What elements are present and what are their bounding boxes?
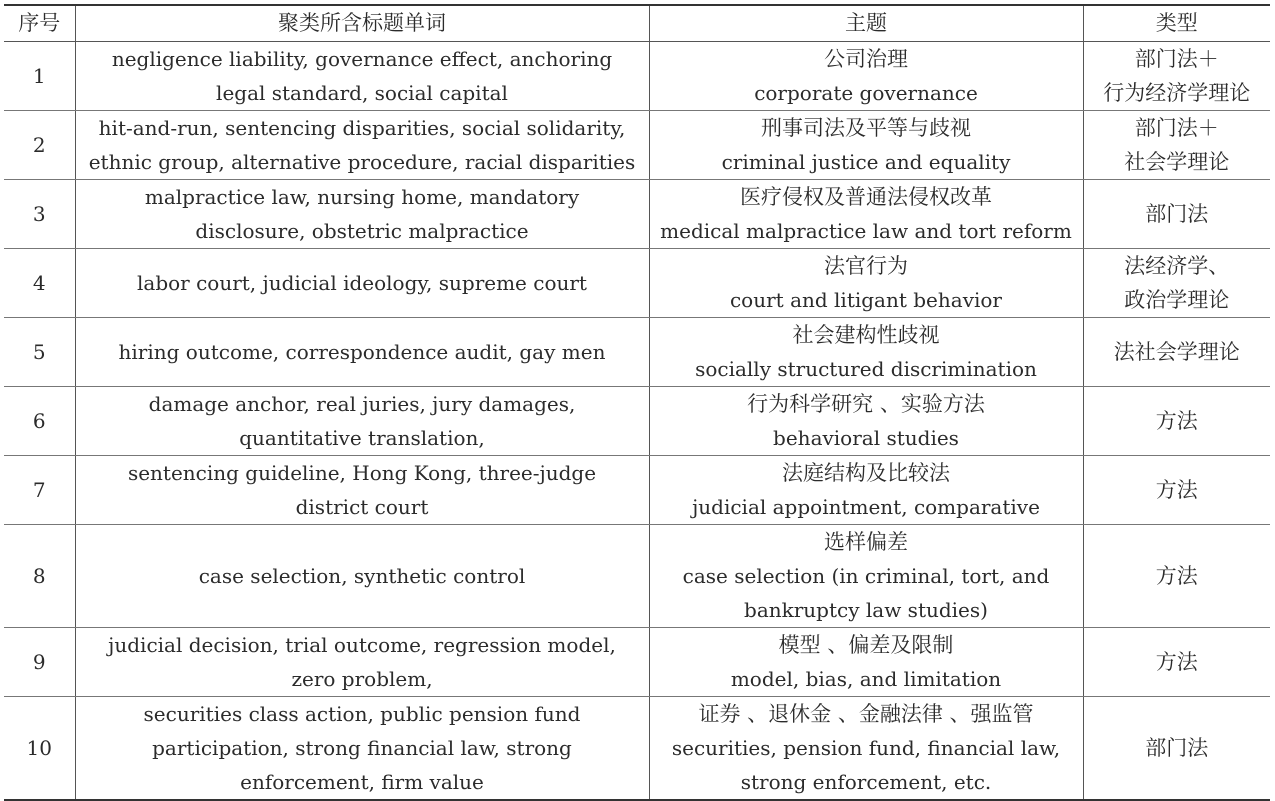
row-keywords bbox=[75, 248, 649, 317]
row-topic bbox=[649, 627, 1083, 696]
row-type bbox=[1083, 696, 1270, 800]
table-row bbox=[4, 248, 1270, 317]
row-index: 4 bbox=[4, 248, 75, 317]
row-index: 6 bbox=[4, 386, 75, 455]
table-row bbox=[4, 179, 1270, 248]
table-header-row bbox=[4, 5, 1270, 41]
keywords-line: legal standard, social capital bbox=[216, 80, 508, 105]
type-line: 法经济学、 bbox=[1124, 253, 1230, 278]
row-type bbox=[1083, 317, 1270, 386]
row-topic bbox=[649, 455, 1083, 524]
row-topic bbox=[649, 524, 1083, 627]
row-keywords bbox=[75, 386, 649, 455]
type-line: 政治学理论 bbox=[1124, 287, 1230, 312]
keywords-line: disclosure, obstetric malpractice bbox=[195, 218, 529, 243]
row-index: 7 bbox=[4, 455, 75, 524]
row-index: 9 bbox=[4, 627, 75, 696]
keywords-line: ethnic group, alternative procedure, racial disparities bbox=[88, 149, 636, 174]
type-line: 方法 bbox=[1155, 563, 1198, 588]
keywords-line: malpractice law, nursing home, mandatory bbox=[144, 184, 580, 209]
row-index: 1 bbox=[4, 41, 75, 110]
table-row bbox=[4, 110, 1270, 179]
row-index: 2 bbox=[4, 110, 75, 179]
topic-line: 选样偏差 bbox=[824, 529, 908, 554]
topic-line: 社会建构性歧视 bbox=[792, 322, 940, 347]
row-index: 8 bbox=[4, 524, 75, 627]
topic-line: judicial appointment, comparative bbox=[692, 494, 1040, 519]
keywords-line: quantitative translation, bbox=[239, 425, 485, 450]
header-index: 序号 bbox=[4, 5, 75, 41]
row-keywords bbox=[75, 455, 649, 524]
keywords-line: case selection, synthetic control bbox=[198, 563, 526, 588]
topic-line: securities, pension fund, financial law, bbox=[671, 735, 1061, 760]
row-topic bbox=[649, 386, 1083, 455]
keywords-line: hiring outcome, correspondence audit, gay men bbox=[118, 339, 606, 364]
cluster-topic-table bbox=[4, 4, 1270, 801]
row-type bbox=[1083, 524, 1270, 627]
row-type bbox=[1083, 386, 1270, 455]
row-type bbox=[1083, 627, 1270, 696]
keywords-line: enforcement, firm value bbox=[240, 769, 484, 794]
topic-line: 公司治理 bbox=[824, 46, 908, 71]
type-line: 部门法 bbox=[1145, 201, 1209, 226]
topic-line: bankruptcy law studies) bbox=[744, 597, 988, 622]
topic-line: 行为科学研究 、实验方法 bbox=[747, 391, 985, 416]
type-line: 方法 bbox=[1155, 477, 1198, 502]
row-index: 10 bbox=[4, 696, 75, 800]
keywords-line: district court bbox=[295, 494, 429, 519]
row-type bbox=[1083, 41, 1270, 110]
type-line: 方法 bbox=[1155, 649, 1198, 674]
table-row bbox=[4, 524, 1270, 627]
table-row bbox=[4, 386, 1270, 455]
row-topic bbox=[649, 179, 1083, 248]
topic-line: socially structured discrimination bbox=[695, 356, 1037, 381]
topic-line: 刑事司法及平等与歧视 bbox=[761, 115, 971, 140]
topic-line: 法庭结构及比较法 bbox=[782, 460, 950, 485]
row-type bbox=[1083, 455, 1270, 524]
topic-line: medical malpractice law and tort reform bbox=[660, 218, 1072, 243]
row-type bbox=[1083, 110, 1270, 179]
row-keywords bbox=[75, 41, 649, 110]
row-keywords bbox=[75, 524, 649, 627]
header-type: 类型 bbox=[1083, 5, 1270, 41]
type-line: 部门法 bbox=[1145, 735, 1209, 760]
keywords-line: labor court, judicial ideology, supreme court bbox=[137, 270, 587, 295]
topic-line: case selection (in criminal, tort, and bbox=[682, 563, 1050, 588]
type-line: 法社会学理论 bbox=[1113, 339, 1240, 364]
topic-line: corporate governance bbox=[754, 80, 978, 105]
topic-line: 法官行为 bbox=[824, 253, 908, 278]
table-row bbox=[4, 317, 1270, 386]
row-keywords bbox=[75, 179, 649, 248]
topic-line: behavioral studies bbox=[773, 425, 959, 450]
table-row bbox=[4, 627, 1270, 696]
table-row bbox=[4, 455, 1270, 524]
topic-line: 证券 、退休金 、金融法律 、强监管 bbox=[698, 701, 1034, 726]
row-topic bbox=[649, 110, 1083, 179]
keywords-line: damage anchor, real juries, jury damages, bbox=[148, 391, 576, 416]
row-type bbox=[1083, 248, 1270, 317]
topic-line: 医疗侵权及普通法侵权改革 bbox=[740, 184, 992, 209]
header-keywords: 聚类所含标题单词 bbox=[75, 5, 649, 41]
keywords-line: sentencing guideline, Hong Kong, three-judge bbox=[127, 460, 597, 485]
table-row bbox=[4, 41, 1270, 110]
row-index: 3 bbox=[4, 179, 75, 248]
type-line: 社会学理论 bbox=[1124, 149, 1230, 174]
row-topic bbox=[649, 317, 1083, 386]
keywords-line: judicial decision, trial outcome, regression model, bbox=[108, 632, 616, 657]
type-line: 部门法＋ bbox=[1134, 46, 1219, 71]
type-line: 部门法＋ bbox=[1134, 115, 1219, 140]
row-index: 5 bbox=[4, 317, 75, 386]
keywords-line: hit-and-run, sentencing disparities, social solidarity, bbox=[98, 115, 626, 140]
type-line: 行为经济学理论 bbox=[1103, 80, 1251, 105]
keywords-line: securities class action, public pension fund bbox=[143, 701, 581, 726]
table-row bbox=[4, 696, 1270, 800]
keywords-line: zero problem, bbox=[291, 666, 433, 691]
row-type bbox=[1083, 179, 1270, 248]
topic-line: model, bias, and limitation bbox=[730, 666, 1002, 691]
row-topic bbox=[649, 41, 1083, 110]
row-topic bbox=[649, 248, 1083, 317]
row-keywords bbox=[75, 627, 649, 696]
keywords-line: participation, strong financial law, strong bbox=[152, 735, 572, 760]
keywords-line: negligence liability, governance effect, anchoring bbox=[111, 46, 613, 71]
topic-line: 模型 、偏差及限制 bbox=[778, 632, 954, 657]
row-keywords bbox=[75, 317, 649, 386]
row-keywords bbox=[75, 696, 649, 800]
topic-line: criminal justice and equality bbox=[721, 149, 1011, 174]
row-topic bbox=[649, 696, 1083, 800]
row-keywords bbox=[75, 110, 649, 179]
topic-line: court and litigant behavior bbox=[729, 287, 1002, 312]
topic-line: strong enforcement, etc. bbox=[740, 769, 992, 794]
type-line: 方法 bbox=[1155, 408, 1198, 433]
header-topic: 主题 bbox=[649, 5, 1083, 41]
